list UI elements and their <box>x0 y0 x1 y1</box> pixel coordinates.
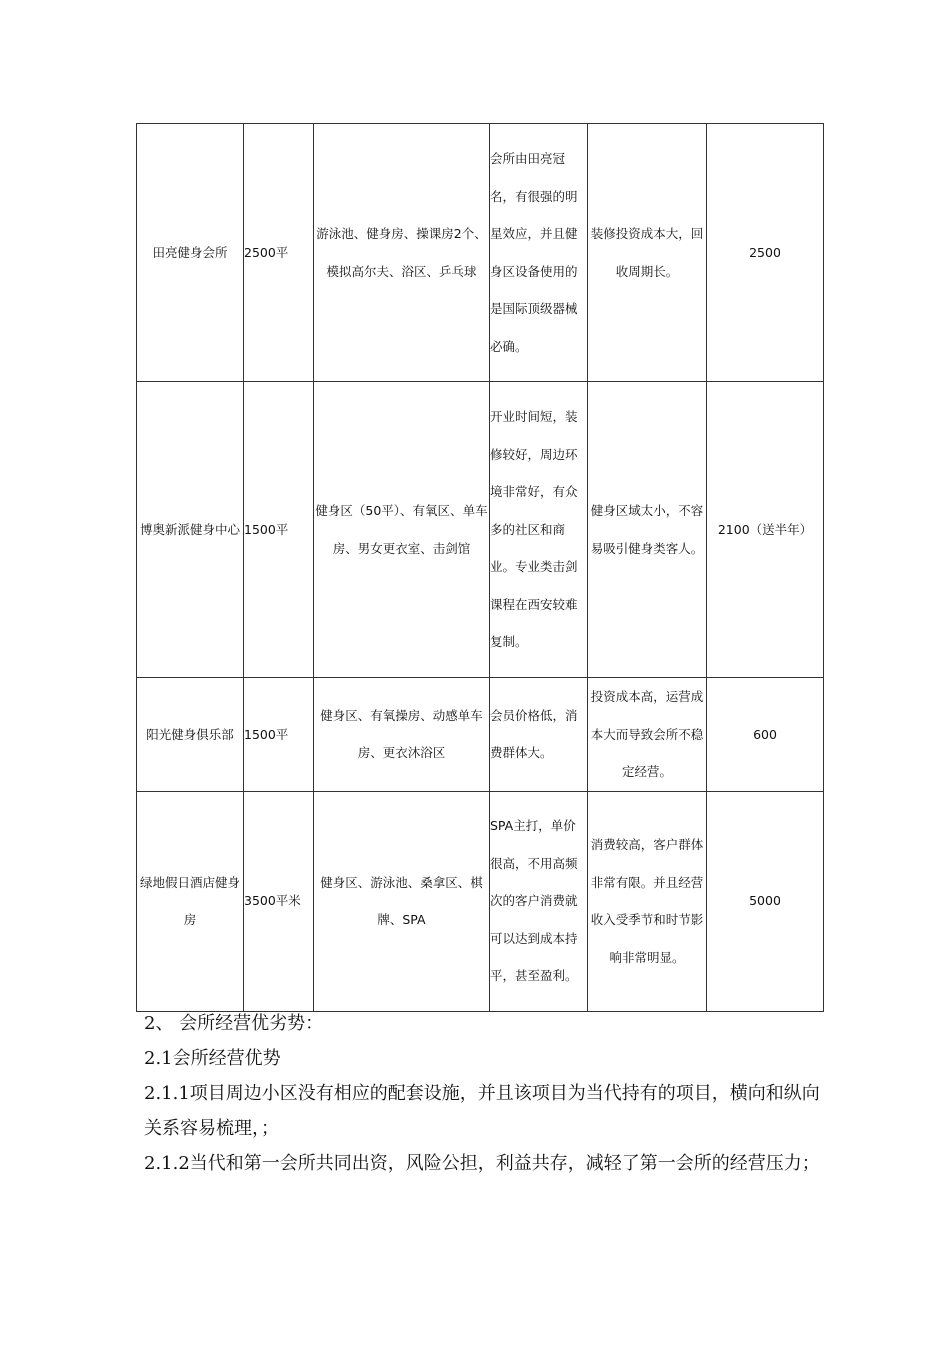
paragraph-item-1: 2.1.1项目周边小区没有相应的配套设施，并且该项目为当代持有的项目，横向和纵向关系容易梳理，； <box>144 1083 820 1139</box>
club-advantages: 会所由田亮冠名，有很强的明星效应，并且健身区设备使用的是国际顶级器械必确。 <box>490 124 588 382</box>
club-facilities: 健身区、游泳池、桑拿区、棋牌、SPA <box>314 791 490 1011</box>
sub-heading: 2.1会所经营优势 <box>144 1048 281 1069</box>
club-area: 3500平米 <box>244 791 314 1011</box>
table-row <box>137 678 824 792</box>
club-facilities: 游泳池、健身房、操课房2个、模拟高尔夫、浴区、乒乓球 <box>314 124 490 382</box>
club-disadvantages: 投资成本高，运营成本大而导致会所不稳定经营。 <box>588 678 707 792</box>
table-row <box>137 791 824 1011</box>
competitor-table <box>136 123 824 1012</box>
club-advantages: 开业时间短，装修较好，周边环境非常好，有众多的社区和商业。专业类击剑课程在西安较难复制。 <box>490 382 588 678</box>
club-price: 2100（送半年） <box>707 382 824 678</box>
club-price: 2500 <box>707 124 824 382</box>
club-disadvantages: 装修投资成本大，回收周期长。 <box>588 124 707 382</box>
table-row <box>137 124 824 382</box>
club-facilities: 健身区（50平）、有氧区、单车房、男女更衣室、击剑馆 <box>314 382 490 678</box>
club-advantages: SPA主打，单价很高，不用高频次的客户消费就可以达到成本持平，甚至盈利。 <box>490 791 588 1011</box>
club-name: 田亮健身会所 <box>137 124 244 382</box>
club-advantages: 会员价格低，消费群体大。 <box>490 678 588 792</box>
club-disadvantages: 健身区域太小，不容易吸引健身类客人。 <box>588 382 707 678</box>
club-name: 博奥新派健身中心 <box>137 382 244 678</box>
club-price: 600 <box>707 678 824 792</box>
club-area: 1500平 <box>244 678 314 792</box>
paragraph-item-2: 2.1.2当代和第一会所共同出资，风险公担，利益共存，减轻了第一会所的经营压力； <box>144 1153 820 1174</box>
club-area: 1500平 <box>244 382 314 678</box>
club-area: 2500平 <box>244 124 314 382</box>
club-facilities: 健身区、有氧操房、动感单车房、更衣沐浴区 <box>314 678 490 792</box>
section-heading: 2、 会所经营优劣势： <box>144 1013 324 1034</box>
club-disadvantages: 消费较高，客户群体非常有限。并且经营收入受季节和时节影响非常明显。 <box>588 791 707 1011</box>
club-name: 绿地假日酒店健身房 <box>137 791 244 1011</box>
club-name: 阳光健身俱乐部 <box>137 678 244 792</box>
club-price: 5000 <box>707 791 824 1011</box>
table-row <box>137 382 824 678</box>
